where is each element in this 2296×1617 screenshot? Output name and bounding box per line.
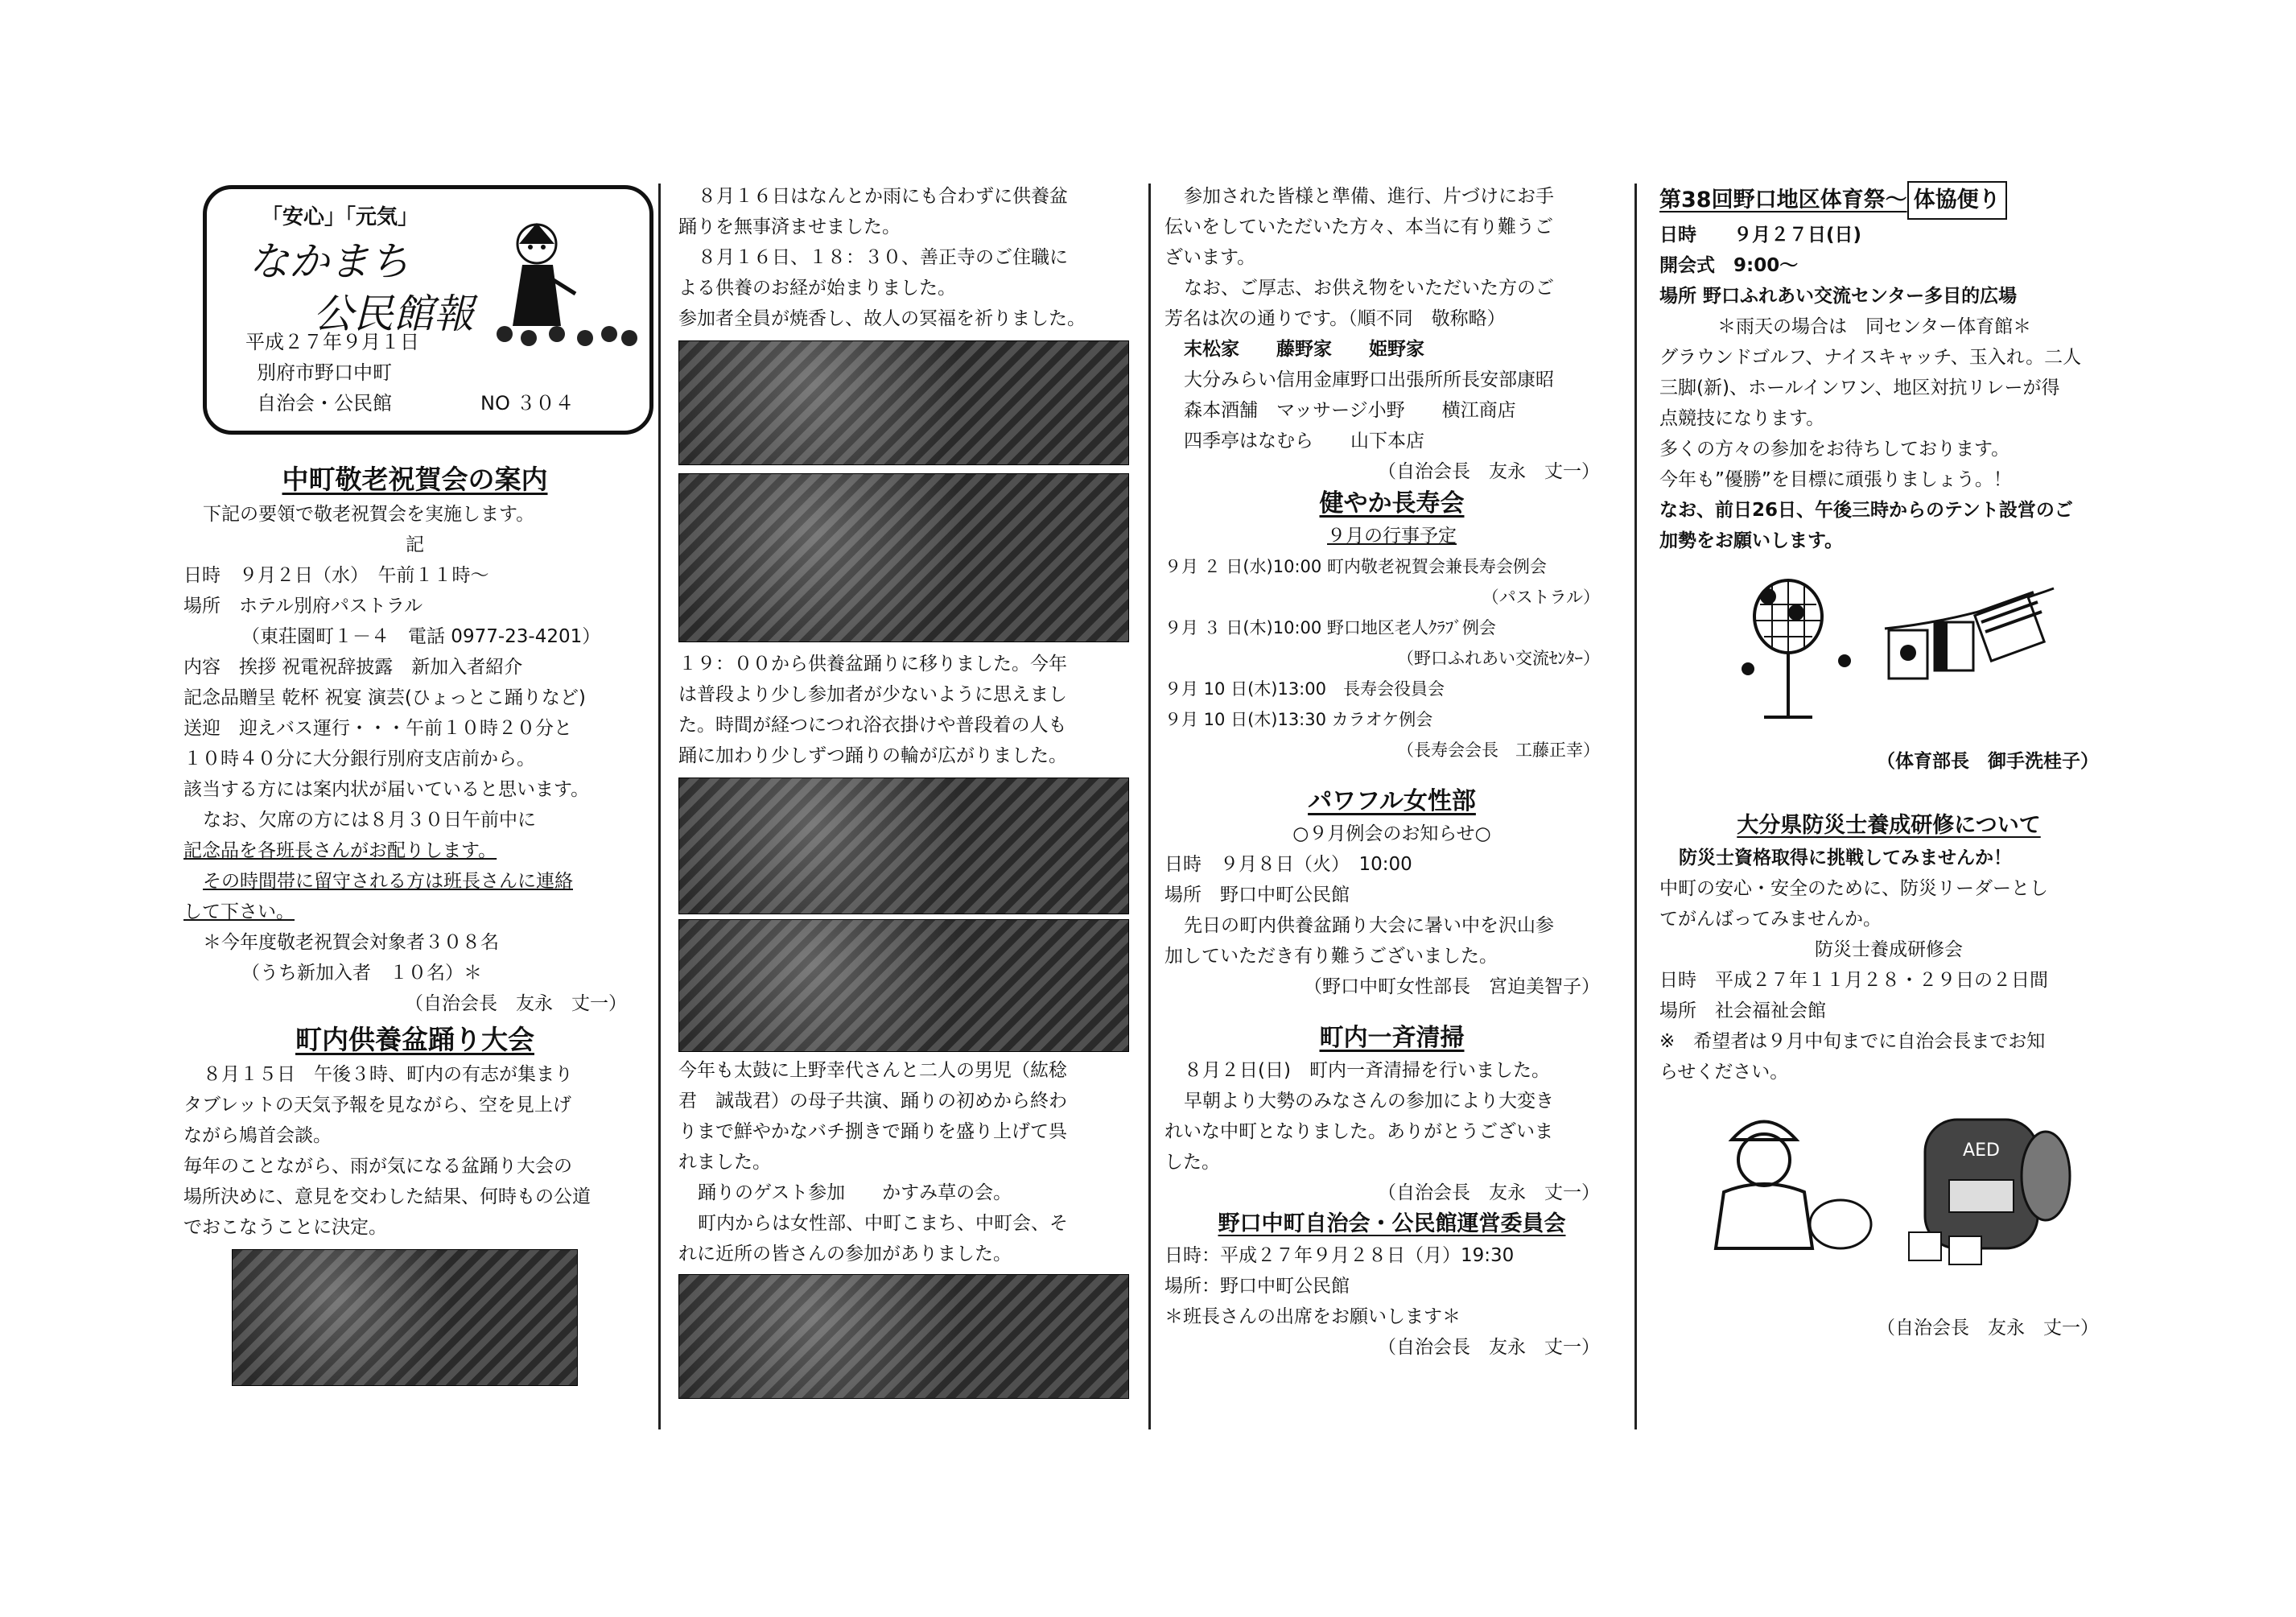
text-line: して下さい。 xyxy=(183,901,295,922)
text-line: 点競技になります。 xyxy=(1659,408,1825,429)
text-line: 日時：平成２７年９月２８日（月）19:30 xyxy=(1164,1245,1515,1266)
text-line: 踊りのゲスト参加 かすみ草の会。 xyxy=(698,1182,1012,1203)
text-line: 伝いをしていただいた方々、本当に有り難うご xyxy=(1164,217,1553,237)
masthead-publisher: 自治会・公民館 xyxy=(257,392,392,415)
column-4 xyxy=(1659,181,2118,1343)
donor-line: 森本酒舗 マッサージ小野 横江商店 xyxy=(1184,400,1516,421)
issue-number: NO ３０４ xyxy=(480,392,575,415)
masthead xyxy=(203,185,653,435)
text-line: グラウンドゴルフ、ナイスキャッチ、玉入れ。二人 xyxy=(1659,347,2082,368)
issue-date: 平成２７年９月１日 xyxy=(245,331,419,353)
text-line: ８月１６日、１８：３０、善正寺のご住職に xyxy=(698,247,1068,268)
text-line: れいな中町となりました。ありがとうございま xyxy=(1164,1121,1553,1142)
text-line: 先日の町内供養盆踊り大会に暑い中を沢山参 xyxy=(1184,915,1554,936)
schedule-row: ９月 ３ 日(木)10:00 野口地区老人ｸﾗﾌﾞ例会 xyxy=(1164,618,1496,637)
article-title-cleanup: 町内一斉清掃 xyxy=(1319,1024,1465,1052)
text-line: した。 xyxy=(1164,1152,1220,1173)
text-line: でおこなうことに決定。 xyxy=(183,1217,387,1238)
text-line: 加勢をお願いします。 xyxy=(1659,530,1844,551)
column-divider xyxy=(658,184,661,1429)
text-line: 場所 野口ふれあい交流センター多目的広場 xyxy=(1659,286,2018,307)
text-line: 場所：野口中町公民館 xyxy=(1164,1276,1350,1297)
text-line: 防災士資格取得に挑戦してみませんか！ xyxy=(1679,848,2012,868)
signature: （自治会長 友永 丈一） xyxy=(405,993,627,1014)
text-line: タブレットの天気予報を見ながら、空を見上げ xyxy=(183,1095,571,1116)
article-title-sports-day: 第38回野口地区体育祭～ 体協便り xyxy=(1659,181,2118,220)
text-line: よる供養のお経が始まりました。 xyxy=(678,278,956,299)
text-line: ８月１６日はなんとか雨にも合わずに供養盆 xyxy=(698,186,1068,207)
text-line: 日時 ９月２７日(日) xyxy=(1659,225,1862,245)
schedule-row: ９月 10 日(木)13:30 カラオケ例会 xyxy=(1164,710,1433,729)
text-line: 今年も”優勝”を目標に頑張りましょう。！ xyxy=(1659,469,2012,490)
text-line: てがんばってみませんか。 xyxy=(1659,909,1882,930)
text-line: ＊雨天の場合は 同センター体育館＊ xyxy=(1717,316,2032,337)
text-line: 踊に加わり少しずつ踊りの輪が広がりました。 xyxy=(678,745,1067,766)
text-line: 日時 ９月２日（水） 午前１１時～ xyxy=(183,565,489,586)
donor-line: 四季亭はなむら 山下本店 xyxy=(1184,431,1424,452)
text-line: （うち新加入者 １０名）＊ xyxy=(241,963,482,984)
text-line: ながら鳩首会談。 xyxy=(183,1125,332,1146)
text-line: 中町の安心・安全のために、防災リーダーとし xyxy=(1659,878,2048,899)
donor-line: 大分みらい信用金庫野口出張所所長安部康昭 xyxy=(1184,369,1554,390)
text-line: ８月２日(日) 町内一斉清掃を行いました。 xyxy=(1184,1060,1550,1081)
article-title-bousai: 大分県防災士養成研修について xyxy=(1737,813,2041,838)
masthead-title-2: 公民館報 xyxy=(313,291,474,337)
text-line: 記念品贈呈 乾杯 祝宴 演芸(ひょっとこ踊りなど) xyxy=(183,687,586,708)
text-line: 場所決めに、意見を交わした結果、何時もの公道 xyxy=(183,1186,591,1207)
schedule-row: （野口ふれあい交流ｾﾝﾀｰ） xyxy=(1397,649,1600,668)
drum-photo xyxy=(678,1274,1129,1399)
donor-line: 末松家 藤野家 姫野家 xyxy=(1184,339,1424,360)
text-line: ※ 希望者は９月中旬までに自治会長までお知 xyxy=(1659,1031,2046,1052)
first-aid-illustration xyxy=(1708,1103,2078,1273)
text-line: 送迎 迎えバス運行・・・午前１０時２０分と xyxy=(183,718,572,739)
text-line: れに近所の皆さんの参加がありました。 xyxy=(678,1244,1012,1264)
signature: （長寿会会長 工藤正幸） xyxy=(1397,740,1600,760)
schedule-row: （パストラル） xyxy=(1482,588,1600,607)
schedule-row: ９月 ２ 日(水)10:00 町内敬老祝賀会兼長寿会例会 xyxy=(1164,557,1547,576)
text-line: １９：００から供養盆踊りに移りました。今年 xyxy=(678,654,1067,674)
text-line: ○９月例会のお知らせ○ xyxy=(1292,823,1491,844)
sports-news-box: 体協便り xyxy=(1907,181,2007,220)
column-3 xyxy=(1164,181,1619,1363)
column-1 xyxy=(183,460,646,1386)
text-line: れました。 xyxy=(678,1152,771,1173)
text-line: 芳名は次の通りです。（順不同 敬称略） xyxy=(1164,308,1506,329)
text-line: 下記の要領で敬老祝賀会を実施します。 xyxy=(203,504,535,525)
text-line: 多くの方々の参加をお待ちしております。 xyxy=(1659,439,2010,460)
dance-photo-3 xyxy=(678,919,1129,1052)
text-line: らせください。 xyxy=(1659,1062,1789,1083)
masthead-location: 別府市野口中町 xyxy=(257,361,392,384)
text-line: １０時４０分に大分銀行別府支店前から。 xyxy=(183,749,535,769)
aed-label: AED xyxy=(1963,1141,2000,1161)
text-line: ８月１５日 午後３時、町内の有志が集まり xyxy=(203,1064,573,1085)
text-line: なお、前日26日、午後三時からのテント設営のご xyxy=(1659,500,2073,521)
street-photo xyxy=(232,1249,578,1386)
text-line: 場所 野口中町公民館 xyxy=(1164,885,1350,905)
text-line: 踊りを無事済ませました。 xyxy=(678,217,901,237)
mascot-illustration xyxy=(480,213,641,350)
signature: （自治会長 友永 丈一） xyxy=(1378,1337,1600,1358)
schedule-row: ９月 10 日(木)13:00 長寿会役員会 xyxy=(1164,679,1445,699)
text-line: 記 xyxy=(406,534,424,555)
text-line: 参加された皆様と準備、進行、片づけにお手 xyxy=(1184,186,1554,207)
article-title-bon-odori: 町内供養盆踊り大会 xyxy=(295,1024,534,1055)
text-line: りまで鮮やかなバチ捌きで踊りを盛り上げて呉 xyxy=(678,1121,1067,1142)
text-line: 場所 ホテル別府パストラル xyxy=(183,596,423,617)
text-line: ＊今年度敬老祝賀会対象者３０８名 xyxy=(203,932,499,953)
text-line: なお、欠席の方には８月３０日午前中に xyxy=(203,810,536,831)
text-line: 町内からは女性部、中町こまち、中町会、そ xyxy=(698,1213,1068,1234)
keirou-text xyxy=(183,499,646,1019)
text-line: 日時 ９月８日（火） 10:00 xyxy=(1164,854,1412,875)
column-2 xyxy=(678,181,1131,1399)
text-line: 開会式 9:00～ xyxy=(1659,255,1799,276)
article-title-committee: 野口中町自治会・公民館運営委員会 xyxy=(1218,1211,1566,1236)
signature: （自治会長 友永 丈一） xyxy=(1877,1318,2099,1339)
masthead-slogan: 「安心」「元気」 xyxy=(262,205,419,229)
text-line: 早朝より大勢のみなさんの参加により大変き xyxy=(1184,1091,1554,1112)
text-line: 毎年のことながら、雨が気になる盆踊り大会の xyxy=(183,1156,572,1177)
text-line: た。時間が経つにつれ浴衣掛けや普段着の人も xyxy=(678,715,1067,736)
text-line: 今年も太鼓に上野幸代さんと二人の男児（紘稔 xyxy=(678,1060,1067,1081)
article-title-josei: パワフル女性部 xyxy=(1308,787,1476,815)
text-line: （東荘園町１－４ 電話 0977-23-4201） xyxy=(241,626,601,647)
text-line: 加していただき有り難うございました。 xyxy=(1164,946,1498,967)
text-line: ＊班長さんの出席をお願いします＊ xyxy=(1164,1306,1461,1327)
memorial-altar-photo xyxy=(678,340,1129,465)
article-title-chojukai: 健やか長寿会 xyxy=(1319,489,1465,518)
sports-illustration xyxy=(1732,572,2070,741)
text-line: 内容 挨拶 祝電祝辞披露 新加入者紹介 xyxy=(183,657,523,678)
text-line: 三脚(新)、ホールインワン、地区対抗リレーが得 xyxy=(1659,377,2060,398)
article-title-keirou: 中町敬老祝賀会の案内 xyxy=(282,464,548,495)
text-line: 君 誠哉君）の母子共演、踊りの初めから終わ xyxy=(678,1091,1067,1112)
text-line: 該当する方には案内状が届いていると思います。 xyxy=(183,779,590,800)
column-divider xyxy=(1148,184,1151,1429)
text-line: 防災士養成研修会 xyxy=(1815,939,1963,960)
signature: （自治会長 友永 丈一） xyxy=(1378,1182,1600,1203)
column-divider xyxy=(1634,184,1637,1429)
signature: （自治会長 友永 丈一） xyxy=(1378,461,1600,482)
text-line: は普段より少し参加者が少ないように思えまし xyxy=(678,684,1067,705)
text-line: 参加者全員が焼香し、故人の冥福を祈りました。 xyxy=(678,308,1086,329)
dance-photo-1 xyxy=(678,473,1129,642)
text-line: ざいます。 xyxy=(1164,247,1256,268)
bon-odori-text xyxy=(183,1059,646,1243)
text-line: 記念品を各班長さんがお配りします。 xyxy=(183,840,497,861)
text-line: その時間帯に留守される方は班長さんに連絡 xyxy=(203,871,573,892)
dance-photo-2 xyxy=(678,778,1129,914)
text-line: 場所 社会福祉会館 xyxy=(1659,1000,1826,1021)
signature: （体育部長 御手洗桂子） xyxy=(1877,751,2099,772)
schedule-subtitle: ９月の行事予定 xyxy=(1327,526,1457,547)
signature: （野口中町女性部長 宮迫美智子） xyxy=(1304,976,1600,997)
masthead-title-1: なかまち xyxy=(249,238,410,285)
text-line: 日時 平成２７年１１月２８・２９日の２日間 xyxy=(1659,970,2048,991)
text-line: なお、ご厚志、お供え物をいただいた方のご xyxy=(1184,278,1554,299)
